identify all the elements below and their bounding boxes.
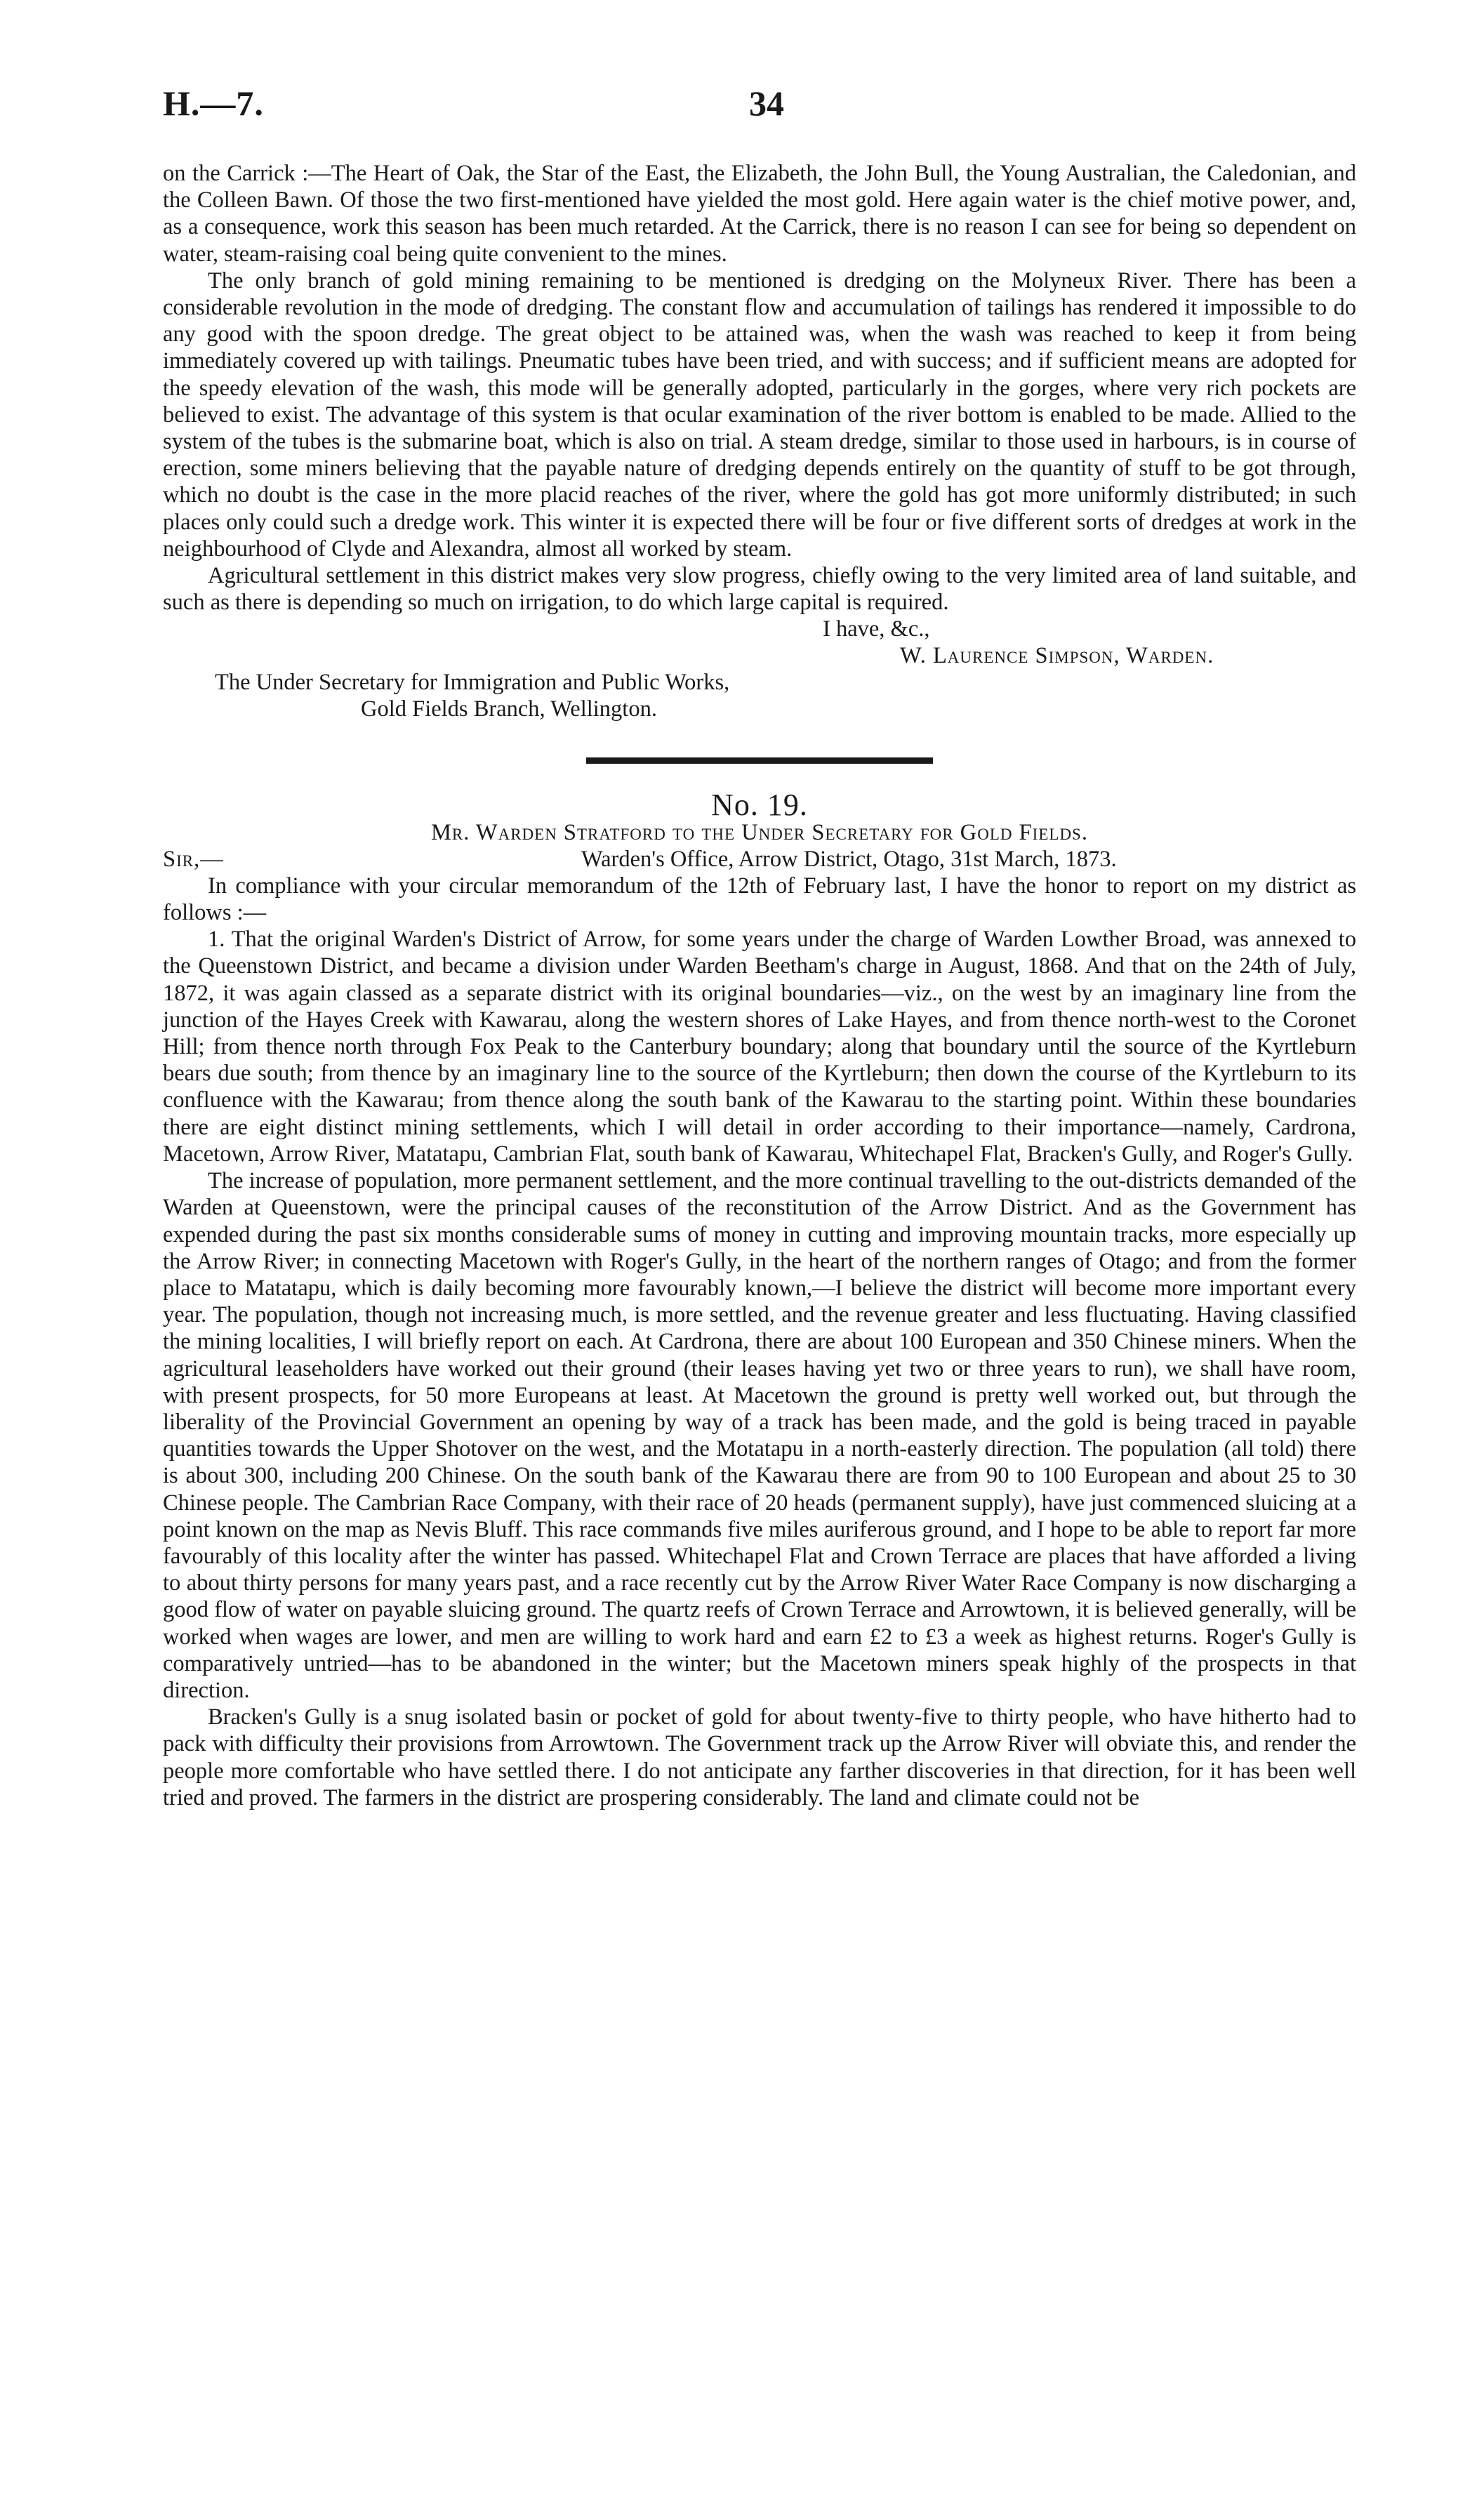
section-number: No. 19. [711,788,808,823]
page-number: 34 [749,84,784,123]
paragraph: The only branch of gold mining remaining to be mentioned is dredging on the Molyneux River. There has been a considerable revolution in the mode of dredging. The constant flow and accumulation of tailings has rendered it impossible to do any good with the spoon dredge. The great object to be attained was, when the wash was reached to keep it from being immediately covered up with tailings. Pneumatic tubes have been tried, and with success; and if sufficient means are adopted for the speedy elevation of the wash, this mode will be generally adopted, particularly in the gorges, where very rich pockets are believed to exist. The advantage of this system is that ocular examination of the river bottom is enabled to be made. Allied to the system of the tubes is the submarine boat, which is also on trial. A steam dredge, similar to those used in harbours, is in course of erection, some miners believing that the payable nature of dredging depends entirely on the quantity of stuff to be got through, which no doubt is the case in the more placid reaches of the river, where the gold has got more uniformly distributed; in such places only could such a dredge work. This winter it is expected there will be four or five different sorts of dredges at work in the neighbourhood of Clyde and Alexandra, almost all worked by steam. [163,267,1356,562]
letter-location-date: Warden's Office, Arrow District, Otago, 31st March, 1873. [581,846,1117,872]
letter-heading [163,846,1356,873]
salutation: Sir,— [163,846,224,872]
closing: I have, &c., [823,616,930,642]
document-reference: H.—7. [163,84,264,123]
paragraph: 1. That the original Warden's District of Arrow, for some years under the charge of Warden Lowther Broad, was annexed to the Queenstown District, and became a division under Warden Beetham's charge in August, 1868. And that on the 24th of July, 1872, it was again classed as a separate district with its original boundaries—viz., on the west by an imaginary line from the junction of the Hayes Creek with Kawarau, along the western shores of Lake Hayes, and from thence north-west to the Coronet Hill; from thence north through Fox Peak to the Canterbury boundary; along that boundary until the source of the Kyrtleburn bears due south; from thence by an imaginary line to the source of the Kyrtleburn; then down the course of the Kyrtleburn to its confluence with the Kawarau; from thence along the south bank of the Kawarau to the starting point. Within these boundaries there are eight distinct mining settlements, which I will detail in order according to their importance—namely, Cardrona, Macetown, Arrow River, Matatapu, Cambrian Flat, south bank of Kawarau, Whitechapel Flat, Bracken's Gully, and Roger's Gully. [163,927,1356,1167]
signature-block [163,616,1356,735]
signatory-name: W. Laurence Simpson, Warden. [900,643,1214,669]
section-divider [586,757,933,764]
paragraph: The increase of population, more permanent settlement, and the more continual travelling to the out-districts demanded of the Warden at Queenstown, were the principal causes of the reconstitution of the Arrow District. And as the Government has expended during the past six months considerable sums of money in cutting and improving mountain tracks, more especially up the Arrow River; in connecting Macetown with Roger's Gully, in the heart of the northern ranges of Otago; and from the former place to Matatapu, which is daily becoming more favourably known,—I believe the district will become more important every year. The population, though not increasing much, is more settled, and the revenue greater and less fluctuating. Having classified the mining localities, I will briefly report on each. At Cardrona, there are about 100 European and 350 Chinese miners. When the agricultural leaseholders have worked out their ground (their leases having yet two or three years to run), we shall have room, with present prospects, for 50 more Europeans at least. At Macetown the ground is pretty well worked out, but through the liberality of the Provincial Government an opening by way of a track has been made, and the gold is being traced in payable quantities towards the Upper Shotover on the west, and the Motatapu in a north-easterly direction. The population (all told) there is about 300, including 200 Chinese. On the south bank of the Kawarau there are from 90 to 100 European and about 25 to 30 Chinese people. The Cambrian Race Company, with their race of 20 heads (permanent supply), have just commenced sluicing at a point known on the map as Nevis Bluff. This race commands five miles auriferous ground, and I hope to be able to report far more favourably of this locality after the winter has passed. Whitechapel Flat and Crown Terrace are places that have afforded a living to about thirty persons for many years past, and a race recently cut by the Arrow River Water Race Company is now discharging a good flow of water on payable sluicing ground. The quartz reefs of Crown Terrace and Arrowtown, it is believed generally, will be worked when wages are lower, and men are willing to work hard and earn £2 to £3 a week as highest returns. Roger's Gully is comparatively untried—has to be abandoned in the winter; but the Macetown miners speak highly of the prospects in that direction. [163,1168,1356,1703]
paragraph: In compliance with your circular memorandum of the 12th of February last, I have the honor to report on my district as follows :— [163,873,1356,926]
page-header [163,83,1356,139]
addressee: The Under Secretary for Immigration and Public Works, [215,670,730,696]
paragraph: Bracken's Gully is a snug isolated basin or pocket of gold for about twenty-five to thirty people, who have hitherto had to pack with difficulty their provisions from Arrowtown. The Government track up the Arrow River will obviate this, and render the people more comfortable who have settled there. I do not anticipate any farther discoveries in that direction, for it has been well tried and proved. The farmers in the district are prospering considerably. The land and climate could not be [163,1704,1356,1810]
section-subtitle: Mr. Warden Stratford to the Under Secretary for Gold Fields. [431,819,1088,845]
paragraph: on the Carrick :—The Heart of Oak, the Star of the East, the Elizabeth, the John Bull, the Young Australian, the Caledonian, and the Colleen Bawn. Of those the two first-mentioned have yielded the most gold. Here again water is the chief motive power, and, as a consequence, work this season has been much retarded. At the Carrick, there is no reason I can see for being so dependent on water, steam-raising coal being quite convenient to the mines. [163,161,1356,267]
page-body [163,160,1356,1811]
addressee-address: Gold Fields Branch, Wellington. [361,696,657,722]
paragraph: Agricultural settlement in this district makes very slow progress, chiefly owing to the very limited area of land suitable, and such as there is depending so much on irrigation, to do which large capital is required. [163,563,1356,616]
